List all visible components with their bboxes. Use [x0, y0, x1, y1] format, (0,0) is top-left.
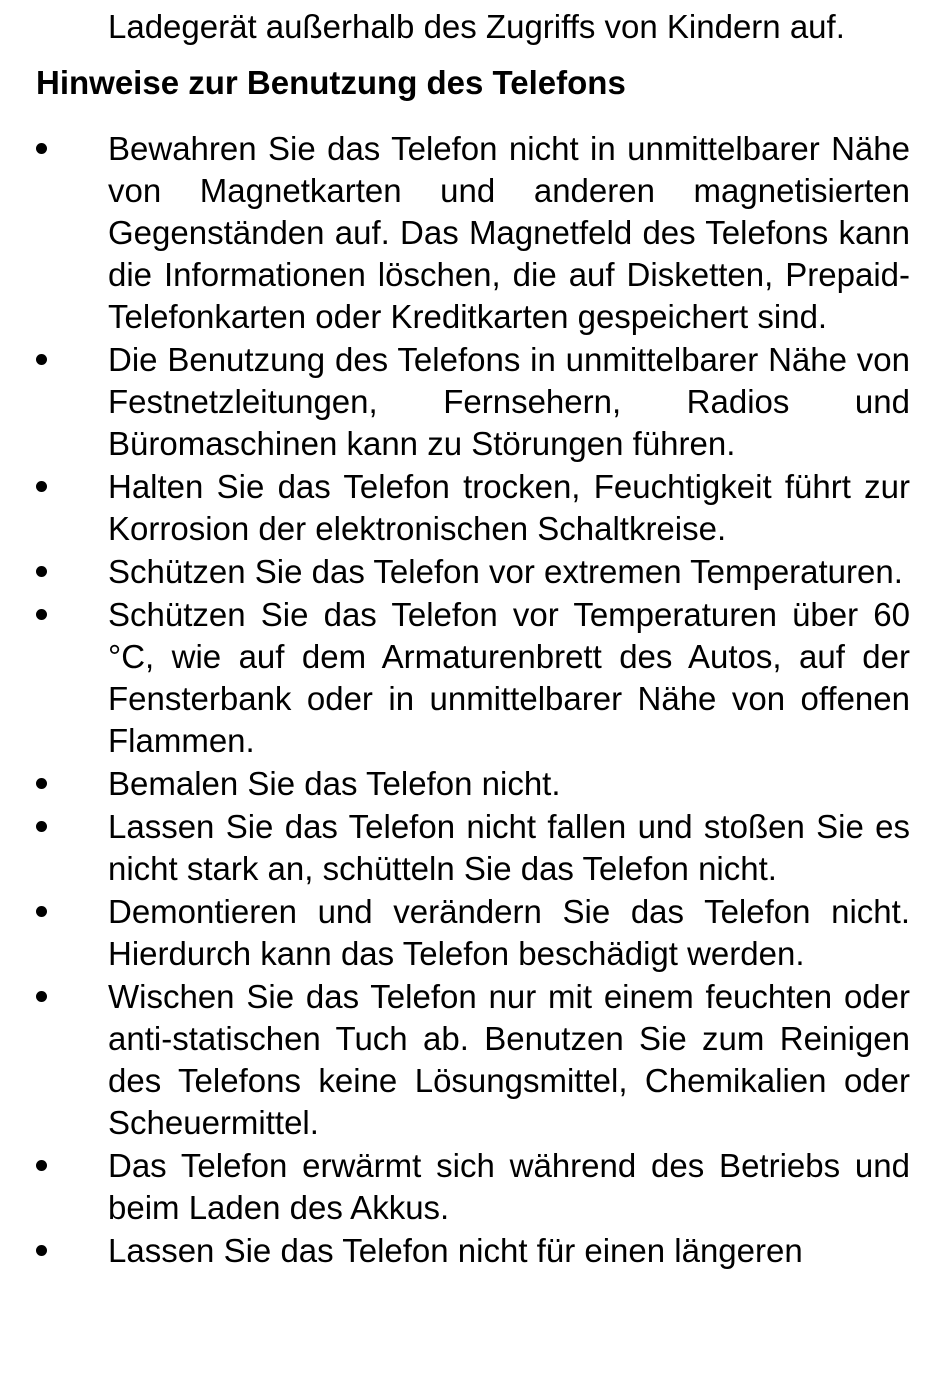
bullet-icon: [36, 1160, 47, 1171]
bullet-icon: [36, 143, 47, 154]
bullet-icon: [36, 1245, 47, 1256]
bullet-icon: [36, 566, 47, 577]
section-heading: Hinweise zur Benutzung des Telefons: [36, 64, 626, 101]
bullet-icon: [36, 991, 47, 1002]
list-item-text: Lassen Sie das Telefon nicht für einen längeren: [108, 1232, 803, 1269]
bullet-icon: [36, 481, 47, 492]
list-item: [0, 339, 950, 465]
list-item: [0, 1145, 950, 1229]
list-item: [0, 466, 950, 550]
bullet-icon: [36, 778, 47, 789]
list-item-text: Die Benutzung des Telefons in unmittelbarer Nähe von Festnetzleitungen, Fernsehern, Radios und Büromaschinen kann zu Störungen führen.: [108, 341, 910, 462]
list-item-text: Schützen Sie das Telefon vor Temperaturen über 60 °C, wie auf dem Armaturenbrett des Autos, auf der Fensterbank oder in unmittelbarer Nähe von offenen Flammen.: [108, 596, 910, 759]
list-item: [0, 976, 950, 1144]
bullet-icon: [36, 906, 47, 917]
list-item: [0, 891, 950, 975]
list-item: [0, 128, 950, 338]
list-item-text: Demontieren und verändern Sie das Telefon nicht. Hierdurch kann das Telefon beschädigt werden.: [108, 893, 910, 972]
list-item: [0, 594, 950, 762]
bullet-icon: [36, 609, 47, 620]
bullet-icon: [36, 354, 47, 365]
list-item: [0, 806, 950, 890]
list-item-text: Lassen Sie das Telefon nicht fallen und stoßen Sie es nicht stark an, schütteln Sie das Telefon nicht.: [108, 808, 910, 887]
list-item-text: Schützen Sie das Telefon vor extremen Temperaturen.: [108, 553, 903, 590]
list-item-text: Das Telefon erwärmt sich während des Betriebs und beim Laden des Akkus.: [108, 1147, 910, 1226]
list-item-text: Bewahren Sie das Telefon nicht in unmittelbarer Nähe von Magnetkarten und anderen magnetisierten Gegenständen auf. Das Magnetfeld des Telefons kann die Informationen löschen, die auf Disketten, Prepaid-Telefonkarten oder Kreditkarten gespeichert sind.: [108, 130, 910, 335]
list-item: [0, 1230, 950, 1272]
list-item-text: Bemalen Sie das Telefon nicht.: [108, 765, 561, 802]
list-item-text: Wischen Sie das Telefon nur mit einem feuchten oder anti-statischen Tuch ab. Benutzen Sie zum Reinigen des Telefons keine Lösungsmittel, Chemikalien oder Scheuermittel.: [108, 978, 910, 1141]
continuation-line: Ladegerät außerhalb des Zugriffs von Kindern auf.: [108, 8, 845, 45]
list-item-text: Halten Sie das Telefon trocken, Feuchtigkeit führt zur Korrosion der elektronischen Schaltkreise.: [108, 468, 910, 547]
list-item: [0, 763, 950, 805]
bullet-icon: [36, 821, 47, 832]
usage-notes-list: [0, 128, 950, 1273]
list-item: [0, 551, 950, 593]
